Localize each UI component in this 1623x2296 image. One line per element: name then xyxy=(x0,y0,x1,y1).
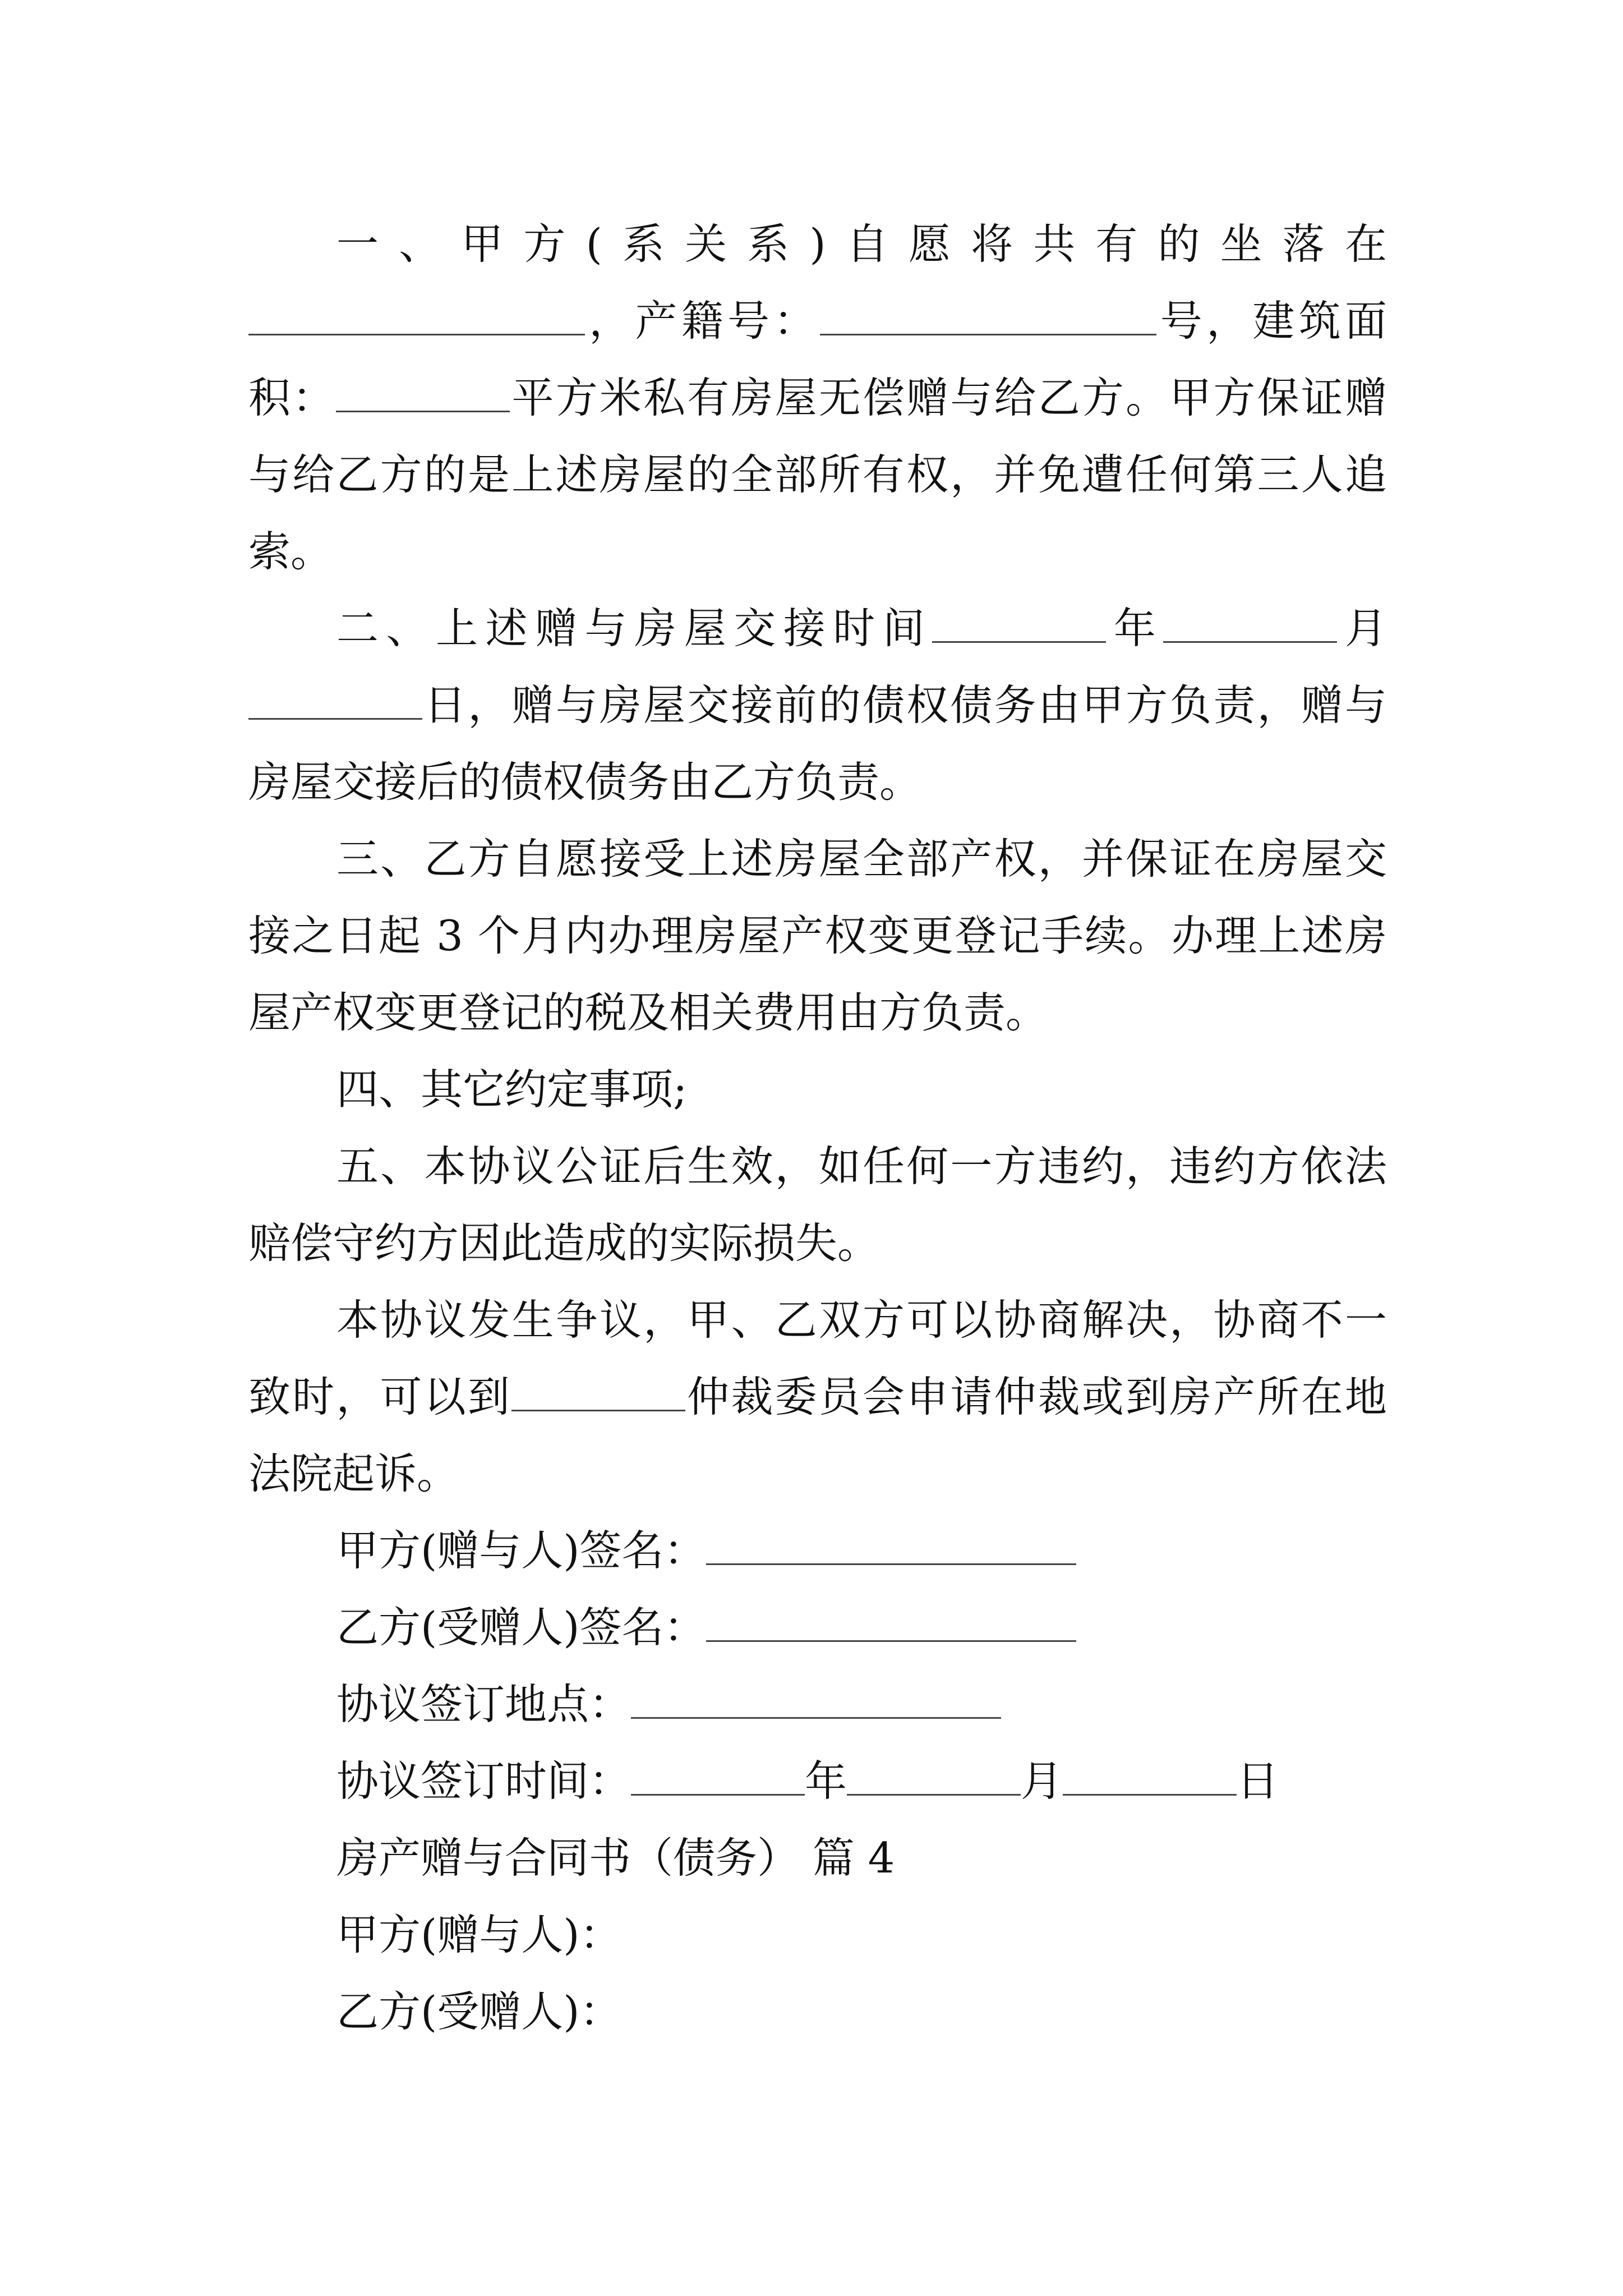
clause2-line1 xyxy=(336,600,1387,656)
dispute-line1-text: 本协议发生争议，甲、乙双方可以协商解决，协商不一 xyxy=(336,1295,1387,1345)
dispute-line2 xyxy=(248,1369,1387,1425)
clause5-line1 xyxy=(336,1138,1387,1194)
clause2-line3 xyxy=(248,754,1387,810)
signing-month-field xyxy=(847,1756,1021,1796)
signing-time-label: 协议签订时间： xyxy=(336,1756,631,1806)
section-title xyxy=(336,1830,1387,1886)
signing-year-label: 年 xyxy=(805,1756,847,1806)
clause3-line1 xyxy=(336,831,1387,887)
clause2-line1-text-c: 月 xyxy=(1337,604,1387,653)
clause5-line2-text: 赔偿守约方因此造成的实际损失。 xyxy=(248,1218,880,1268)
clause3-line2 xyxy=(248,908,1387,964)
dispute-line2-text-a: 致时，可以到 xyxy=(248,1372,512,1421)
clause2-line1-text-a: 二、上述赠与房屋交接时间 xyxy=(336,604,933,653)
signing-year-field xyxy=(631,1756,805,1796)
signing-day-label: 日 xyxy=(1237,1756,1279,1806)
clause4-line1 xyxy=(336,1061,1387,1117)
clause1-line4 xyxy=(248,447,1387,503)
next-party-a-label: 甲方(赠与人)： xyxy=(336,1910,622,1959)
signing-time-row xyxy=(336,1753,1387,1809)
clause4-line1-text: 四、其它约定事项; xyxy=(336,1065,688,1114)
clause1-line3 xyxy=(248,370,1387,426)
party-a-signature-field xyxy=(706,1525,1076,1565)
handover-year-blank xyxy=(932,603,1106,643)
handover-month-blank xyxy=(1163,603,1337,643)
dispute-line1 xyxy=(336,1292,1387,1348)
clause1-line1 xyxy=(336,216,1387,272)
clause1-line5 xyxy=(248,523,1387,579)
clause1-line3-text-b: 平方米私有房屋无偿赠与给乙方。甲方保证赠 xyxy=(510,373,1387,422)
clause1-line2-text-a: ，产籍号： xyxy=(585,296,820,346)
clause1-line4-text: 与给乙方的是上述房屋的全部所有权，并免遭任何第三人追 xyxy=(248,450,1387,499)
clause1-line5-text: 索。 xyxy=(248,527,333,576)
party-a-signature-row xyxy=(336,1522,1387,1579)
clause1-line2-text-b: 号，建筑面 xyxy=(1156,296,1387,346)
party-a-signature-label: 甲方(赠与人)签名： xyxy=(336,1526,706,1575)
party-b-signature-label: 乙方(受赠人)签名： xyxy=(336,1603,706,1652)
clause5-line2 xyxy=(248,1215,1387,1271)
clause3-line2-text: 接之日起 3 个月内办理房屋产权变更登记手续。办理上述房 xyxy=(248,911,1387,960)
clause1-line2 xyxy=(248,293,1387,349)
clause5-line1-text: 五、本协议公证后生效，如任何一方违约，违约方依法 xyxy=(336,1142,1387,1191)
property-id-blank xyxy=(820,296,1156,335)
clause1-line3-text-a: 积： xyxy=(248,373,336,422)
location-blank xyxy=(248,296,585,335)
next-party-a-row xyxy=(336,1907,1387,1963)
signing-place-label: 协议签订地点： xyxy=(336,1680,631,1729)
signing-place-field xyxy=(631,1679,1001,1719)
signing-place-row xyxy=(336,1676,1387,1732)
dispute-line3-text: 法院起诉。 xyxy=(248,1449,459,1498)
clause2-line3-text: 房屋交接后的债权债务由乙方负责。 xyxy=(248,757,922,807)
clause2-line1-text-b: 年 xyxy=(1106,604,1164,653)
clause2-line2-text: 日，赠与房屋交接前的债权债务由甲方负责，赠与 xyxy=(422,680,1387,730)
clause2-line2 xyxy=(248,677,1387,733)
clause3-line1-text: 三、乙方自愿接受上述房屋全部产权，并保证在房屋交 xyxy=(336,834,1387,884)
section-title-text: 房产赠与合同书（债务） 篇 4 xyxy=(336,1833,895,1883)
party-b-signature-field xyxy=(706,1602,1076,1642)
party-b-signature-row xyxy=(336,1599,1387,1655)
area-blank xyxy=(336,372,510,412)
dispute-line2-text-b: 仲裁委员会申请仲裁或到房产所在地 xyxy=(685,1372,1387,1421)
dispute-line3 xyxy=(248,1446,1387,1502)
signing-day-field xyxy=(1063,1756,1237,1796)
handover-day-blank xyxy=(248,680,422,720)
clause3-line3-text: 屋产权变更登记的税及相关费用由方负责。 xyxy=(248,988,1048,1037)
clause3-line3 xyxy=(248,984,1387,1041)
next-party-b-label: 乙方(受赠人)： xyxy=(336,1987,622,2036)
next-party-b-row xyxy=(336,1984,1387,2040)
signing-month-label: 月 xyxy=(1021,1756,1063,1806)
arbitration-blank xyxy=(511,1372,685,1411)
clause1-line1-text: 一、甲方(系关系)自愿将共有的坐落在 xyxy=(336,219,1387,269)
